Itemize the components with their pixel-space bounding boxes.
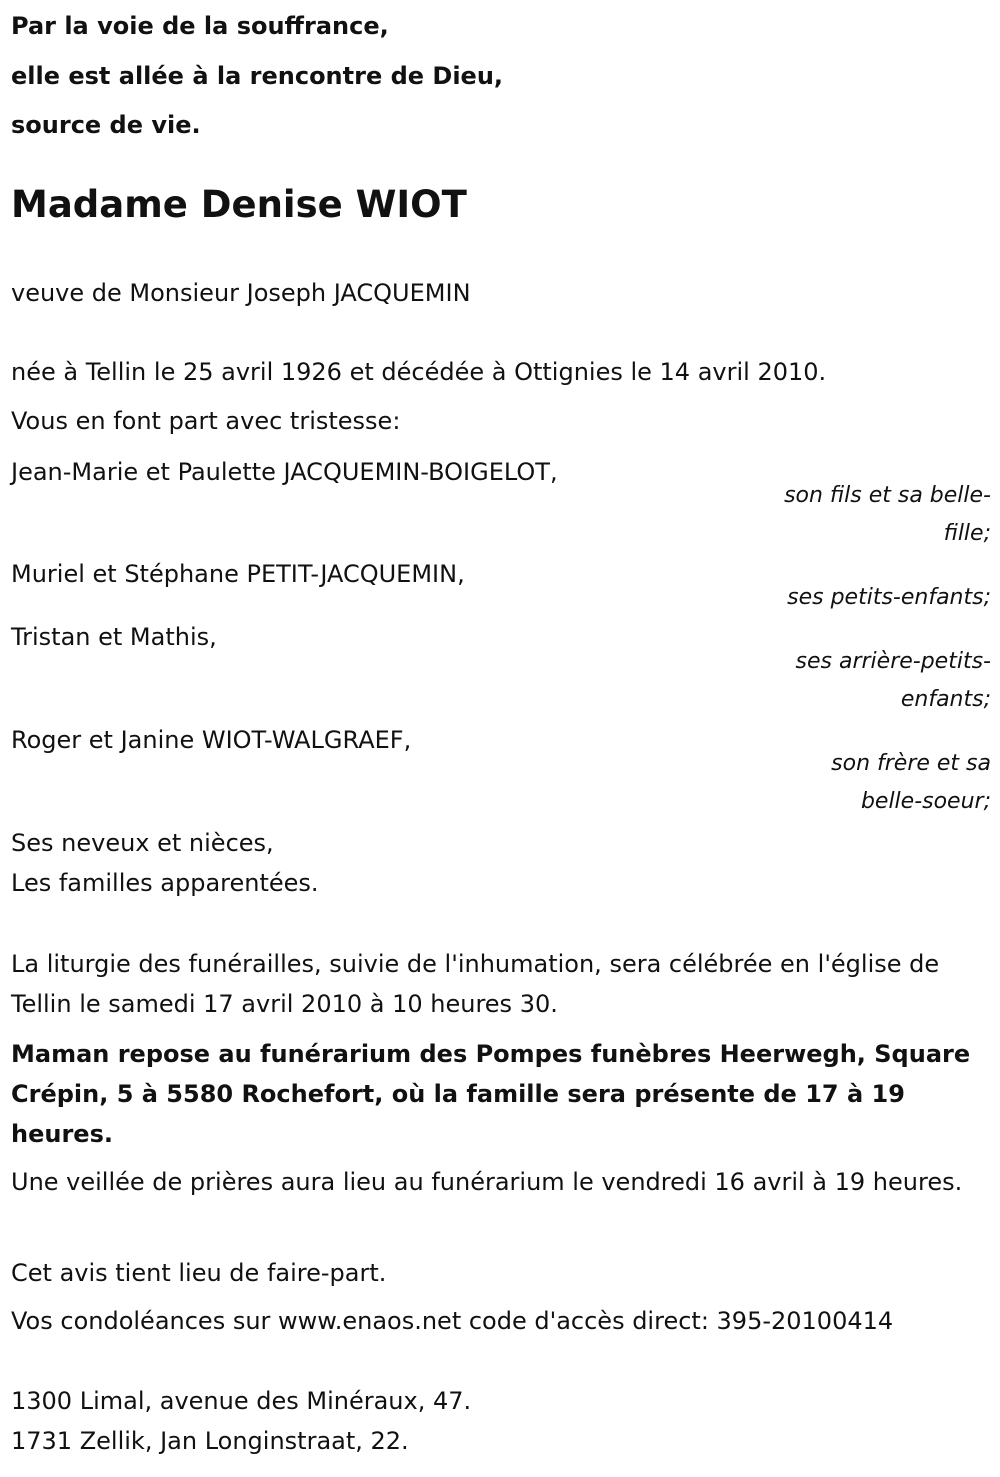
relation-line: ses arrière-petits- xyxy=(795,649,991,674)
announcement: Vous en font part avec tristesse: xyxy=(11,407,401,435)
address-line-2: 1731 Zellik, Jan Longinstraat, 22. xyxy=(11,1427,409,1455)
family-member-relation-4 xyxy=(751,745,991,821)
nephews-nieces: Ses neveux et nièces, xyxy=(11,829,274,857)
relation-line: enfants; xyxy=(900,687,991,712)
obituary-notice xyxy=(11,0,991,1477)
family-member-name-1: Jean-Marie et Paulette JACQUEMIN-BOIGELOT, xyxy=(11,458,558,486)
notice-line: Cet avis tient lieu de faire-part. xyxy=(11,1259,387,1287)
family-member-name-4: Roger et Janine WIOT-WALGRAEF, xyxy=(11,726,412,754)
intro-line-2: elle est allée à la rencontre de Dieu, xyxy=(11,62,504,90)
birth-death-line: née à Tellin le 25 avril 1926 et décédée à Ottignies le 14 avril 2010. xyxy=(11,358,827,386)
vigil-paragraph: Une veillée de prières aura lieu au funérarium le vendredi 16 avril à 19 heures. xyxy=(11,1168,963,1196)
intro-line-1: Par la voie de la souffrance, xyxy=(11,12,389,40)
relation-line: son fils et sa belle- xyxy=(784,483,991,508)
relation-line: belle-soeur; xyxy=(860,789,991,814)
family-member-name-3: Tristan et Mathis, xyxy=(11,623,217,651)
relation-line: fille; xyxy=(943,521,991,546)
liturgy-paragraph: La liturgie des funérailles, suivie de l'inhumation, sera célébrée en l'église de Tellin le samedi 17 avril 2010 à 10 heures 30. xyxy=(11,950,940,1018)
family-member-relation-2 xyxy=(751,579,991,617)
related-families: Les familles apparentées. xyxy=(11,869,319,897)
widow-of: veuve de Monsieur Joseph JACQUEMIN xyxy=(11,279,471,307)
relation-line: ses petits-enfants; xyxy=(787,585,991,610)
family-member-relation-3 xyxy=(751,643,991,719)
funerarium-paragraph: Maman repose au funérarium des Pompes funèbres Heerwegh, Square Crépin, 5 à 5580 Rochefort, où la famille sera présente de 17 à 19 heures. xyxy=(11,1040,971,1148)
intro-line-3: source de vie. xyxy=(11,111,201,139)
relation-line: son frère et sa xyxy=(831,751,991,776)
condolences-line: Vos condoléances sur www.enaos.net code d'accès direct: 395-20100414 xyxy=(11,1307,894,1335)
family-member-name-2: Muriel et Stéphane PETIT-JACQUEMIN, xyxy=(11,560,465,588)
address-line-1: 1300 Limal, avenue des Minéraux, 47. xyxy=(11,1387,472,1415)
family-member-relation-1 xyxy=(751,477,991,553)
deceased-name: Madame Denise WIOT xyxy=(11,183,467,226)
